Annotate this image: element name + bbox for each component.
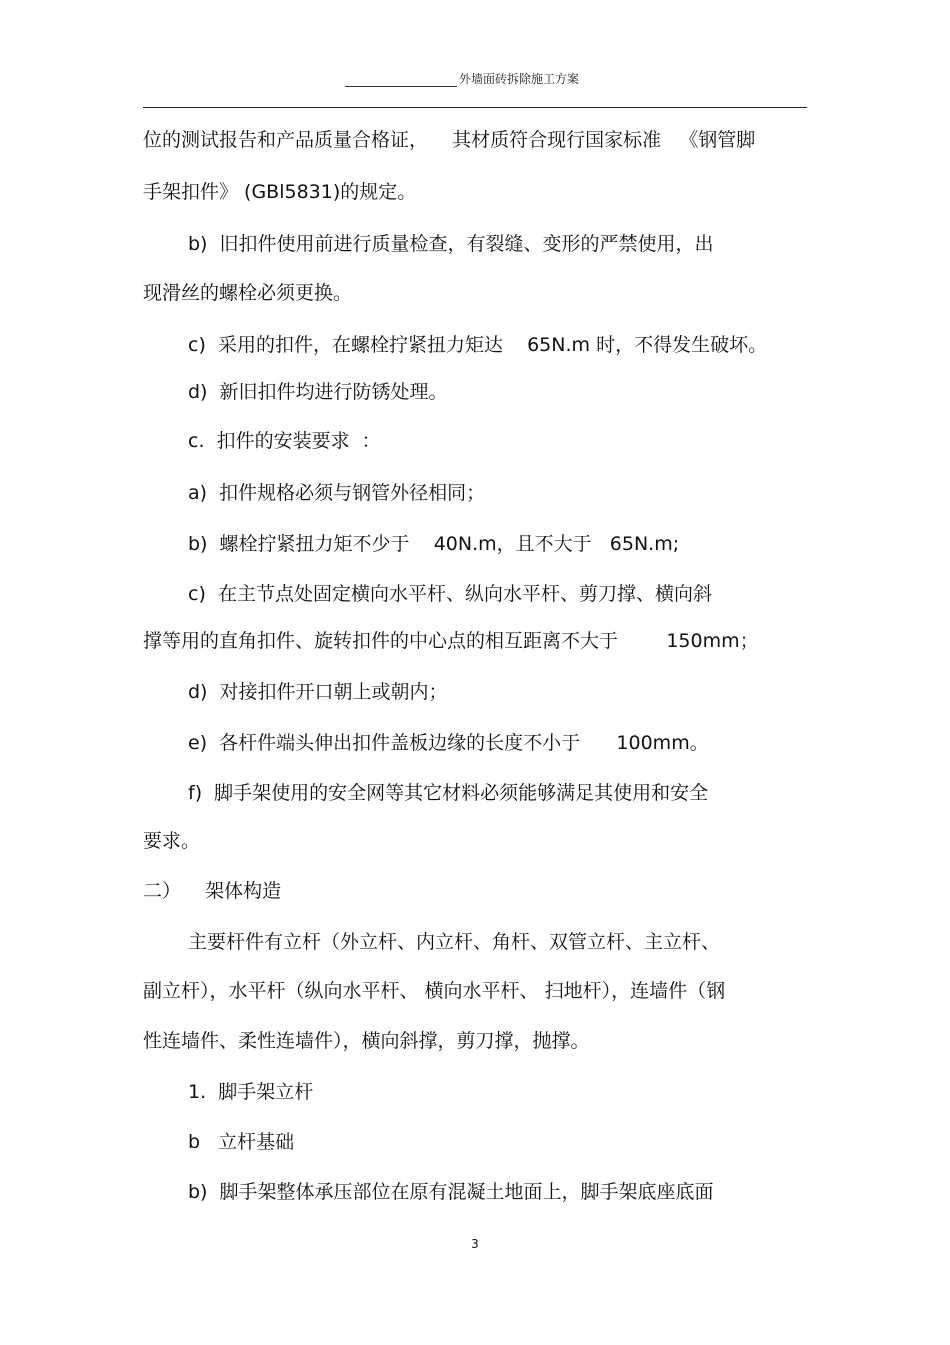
- text-line: d) 新旧扣件均进行防锈处理。: [188, 381, 448, 403]
- text-line: e) 各杆件端头伸出扣件盖板边缘的长度不小于 100mm。: [188, 732, 709, 754]
- text-line: 要求。: [143, 830, 201, 852]
- text-line: b) 螺栓拧紧扭力矩不少于 40N.m，且不大于 65N.m;: [188, 533, 680, 555]
- text-line: c) 采用的扣件，在螺栓拧紧扭力矩达 65N.m 时，不得发生破坏。: [188, 334, 768, 356]
- text-line: 现滑丝的螺栓必须更换。: [143, 282, 353, 304]
- text-line: b) 脚手架整体承压部位在原有混凝土地面上，脚手架底座底面: [188, 1181, 714, 1203]
- text-line: 撑等用的直角扣件、旋转扣件的中心点的相互距离不大于 150mm；: [143, 630, 759, 652]
- text-line: 1. 脚手架立杆: [188, 1081, 314, 1103]
- text-line: f) 脚手架使用的安全网等其它材料必须能够满足其使用和安全: [188, 782, 709, 804]
- header-rule: [143, 107, 807, 108]
- text-line: c) 在主节点处固定横向水平杆、纵向水平杆、剪刀撑、横向斜: [188, 583, 712, 605]
- text-line: 主要杆件有立杆（外立杆、内立杆、角杆、双管立杆、主立杆、: [188, 931, 721, 953]
- page-number: 3: [471, 1237, 479, 1251]
- text-line: 性连墙件、柔性连墙件），横向斜撑，剪刀撑，抛撑。: [143, 1030, 590, 1052]
- text-line: a) 扣件规格必须与钢管外径相同；: [188, 482, 486, 504]
- section-heading: 二） 架体构造: [143, 880, 282, 902]
- text-line: 副立杆），水平杆（纵向水平杆、 横向水平杆、 扫地杆），连墙件（钢: [143, 980, 726, 1002]
- text-line: 位的测试报告和产品质量合格证， 其材质符合现行国家标准 《钢管脚: [143, 129, 756, 151]
- text-line: d) 对接扣件开口朝上或朝内；: [188, 681, 448, 703]
- header-title: 外墙面砖拆除施工方案: [459, 72, 580, 86]
- text-line: 手架扣件》 (GBl5831)的规定。: [143, 181, 417, 203]
- text-line: b) 旧扣件使用前进行质量检查，有裂缝、变形的严禁使用，出: [188, 233, 714, 255]
- page-header: [345, 70, 579, 87]
- header-blank-line: [345, 74, 457, 87]
- text-line: b 立杆基础: [188, 1131, 295, 1153]
- text-line: c. 扣件的安装要求 ：: [188, 430, 381, 452]
